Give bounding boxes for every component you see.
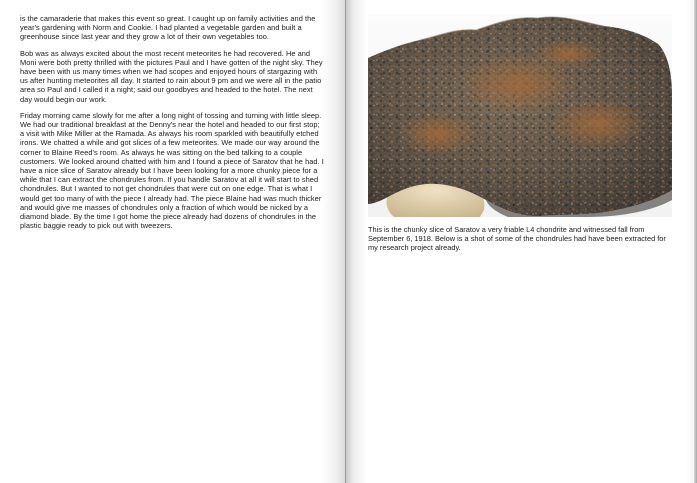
left-page xyxy=(0,0,346,483)
left-paragraph-3: Friday morning came slowly for me after a long night of tossing and turning with little sleep. We had our traditional breakfast at the Denny's near the hotel and headed to our first stop; a visit with Mike Miller at the Ramada. As always his room sparkled with beautifully etched irons. We chatted a while and got slices of a few meteorites. We made our way around the corner to Blaine Reed's room. As always he was sitting on the bed talking to a couple customers. We looked around chatted with him and I found a piece of Saratov that he had. I have a nice slice of Saratov already but I have been looking for a more chunky piece for a while that I can extract the chondrules from. If you handle Saratov at all it will start to shed chondrules. But I wanted to not get chondrules that were cut on one edge. That is what I would get too many of with the piece I already had. The piece Blaine had was much thicker and would give me masses of chondrules only a fraction of which would be nicked by a diamond blade. By the time I got home the piece already had dozens of chondrules in the plastic baggie ready to pick out with tweezers. xyxy=(20,110,324,231)
right-page xyxy=(346,0,697,483)
photo-caption: This is the chunky slice of Saratov a very friable L4 chondrite and witnessed fall from September 6, 1918. Below is a shot of some of the chondrules had have been extracted for my research project already. xyxy=(368,225,666,253)
left-paragraph-2: Bob was as always excited about the most recent meteorites he had recovered. He and Moni were both pretty thrilled with the pictures Paul and I have gotten of the night sky. They have been with us many times when we had scopes and enjoyed hours of stargazing with us after hunting meteorites all day. It started to rain about 9 pm and we were all in the patio area so Paul and I called it a night; said our goodbyes and headed to the hotel. The next day would begin our work. xyxy=(20,48,323,104)
meteorite-photo xyxy=(368,14,672,217)
left-paragraph-1: is the camaraderie that makes this event so great. I caught up on family activities and the year's gardening with Norm and Cookie. I had planted a vegetable garden and built a greenhouse since last year and they grow a lot of their own vegetables too. xyxy=(20,14,316,42)
